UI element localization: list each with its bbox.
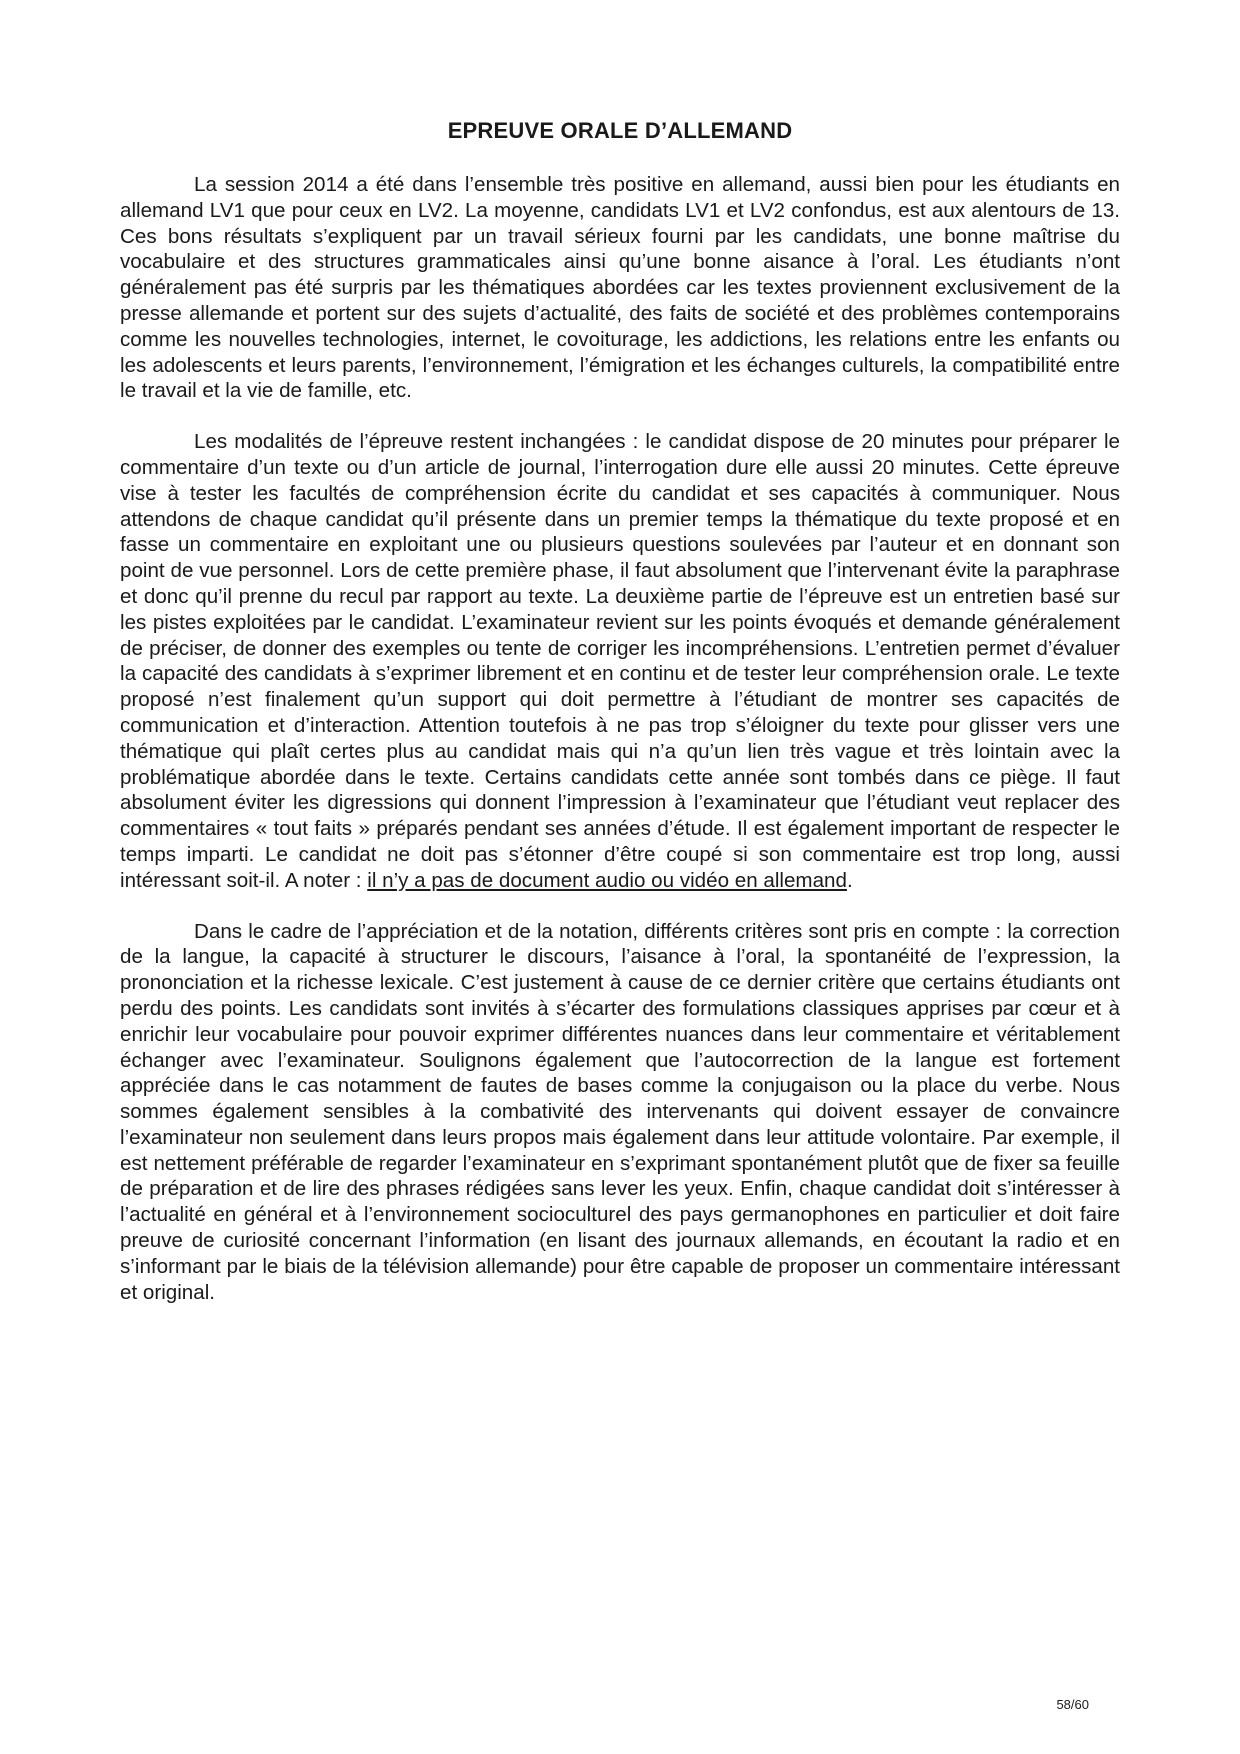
paragraph-exam-modalities-text: Les modalités de l’épreuve restent inchangées : le candidat dispose de 20 minutes pour préparer le commentaire d’un texte ou d’un article de journal, l’interrogation dure elle aussi 20 minutes. Cette épreuve vise à tester les facultés de compréhension écrite du candidat et ses capacités à communiquer. Nous attendons de chaque candidat qu’il présente dans un premier temps la thématique du texte proposé et en fasse un commentaire en exploitant une ou plusieurs questions soulevées par l’auteur et en donnant son point de vue personnel. Lors de cette première phase, il faut absolument que l’intervenant évite la paraphrase et donc qu’il prenne du recul par rapport au texte. La deuxième partie de l’épreuve est un entretien basé sur les pistes exploitées par le candidat. L’examinateur revient sur les points évoqués et demande généralement de préciser, de donner des exemples ou tente de corriger les incompréhensions. L’entretien permet d’évaluer la capacité des candidats à s’exprimer librement et en continu et de tester leur compréhension orale. Le texte proposé n’est finalement qu’un support qui doit permettre à l’étudiant de montrer ses capacités de communication et d’interaction. Attention toutefois à ne pas trop s’éloigner du texte pour glisser vers une thématique qui plaît certes plus au candidat mais qui n’a qu’un lien très vague et très lointain avec la problématique abordée dans le texte. Certains candidats cette année sont tombés dans ce piège. Il faut absolument éviter les digressions qui donnent l’impression à l’examinateur que l’étudiant veut replacer des commentaires « tout faits » préparés pendant ses années d’étude. Il est également important de respecter le temps imparti. Le candidat ne doit pas s’étonner d’être coupé si son commentaire est trop long, aussi intéressant soit-il. A noter : [120,430,1120,892]
page-title: EPREUVE ORALE D’ALLEMAND [447,118,793,143]
paragraph-grading-criteria: Dans le cadre de l’appréciation et de la notation, différents critères sont pris en compte : la correction de la langue, la capacité à structurer le discours, l’aisance à l’oral, la spontanéité de l’expression, la prononciation et la richesse lexicale. C’est justement à cause de ce dernier critère que certains étudiants ont perdu des points. Les candidats sont invités à s’écarter des formulations classiques apprises par cœur et à enrichir leur vocabulaire pour pouvoir exprimer différentes nuances dans leur commentaire et véritablement échanger avec l’examinateur. Soulignons également que l’autocorrection de la langue est fortement appréciée dans le cas notamment de fautes de bases comme la conjugaison ou la place du verbe. Nous sommes également sensibles à la combativité des intervenants qui doivent essayer de convaincre l’examinateur non seulement dans leurs propos mais également dans leur attitude volontaire. Par exemple, il est nettement préférable de regarder l’examinateur en s’exprimant spontanément plutôt que de fixer sa feuille de préparation et de lire des phrases rédigées sans lever les yeux. Enfin, chaque candidat doit s’intéresser à l’actualité en général et à l’environnement socioculturel des pays germanophones en particulier et doit faire preuve de curiosité concernant l’information (en lisant des journaux allemands, en écoutant la radio et en s’informant par le biais de la télévision allemande) pour être capable de proposer un commentaire intéressant et original. [120,919,1120,1304]
paragraph-exam-modalities-end: . [846,868,853,892]
underlined-note: il n’y a pas de document audio ou vidéo en allemand [367,868,847,892]
page-number: 58/60 [1056,1697,1089,1712]
paragraph-exam-modalities [120,429,1120,893]
paragraph-session-overview: La session 2014 a été dans l’ensemble très positive en allemand, aussi bien pour les étudiants en allemand LV1 que pour ceux en LV2. La moyenne, candidats LV1 et LV2 confondus, est aux alentours de 13. Ces bons résultats s’expliquent par un travail sérieux fourni par les candidats, une bonne maîtrise du vocabulaire et des structures grammaticales ainsi qu’une bonne aisance à l’oral. Les étudiants n’ont généralement pas été surpris par les thématiques abordées car les textes proviennent exclusivement de la presse allemande et portent sur des sujets d’actualité, des faits de société et des problèmes contemporains comme les nouvelles technologies, internet, le covoiturage, les addictions, les relations entre les enfants ou les adolescents et leurs parents, l’environnement, l’émigration et les échanges culturels, la compatibilité entre le travail et la vie de famille, etc. [120,173,1120,403]
document-body [120,172,1120,1330]
